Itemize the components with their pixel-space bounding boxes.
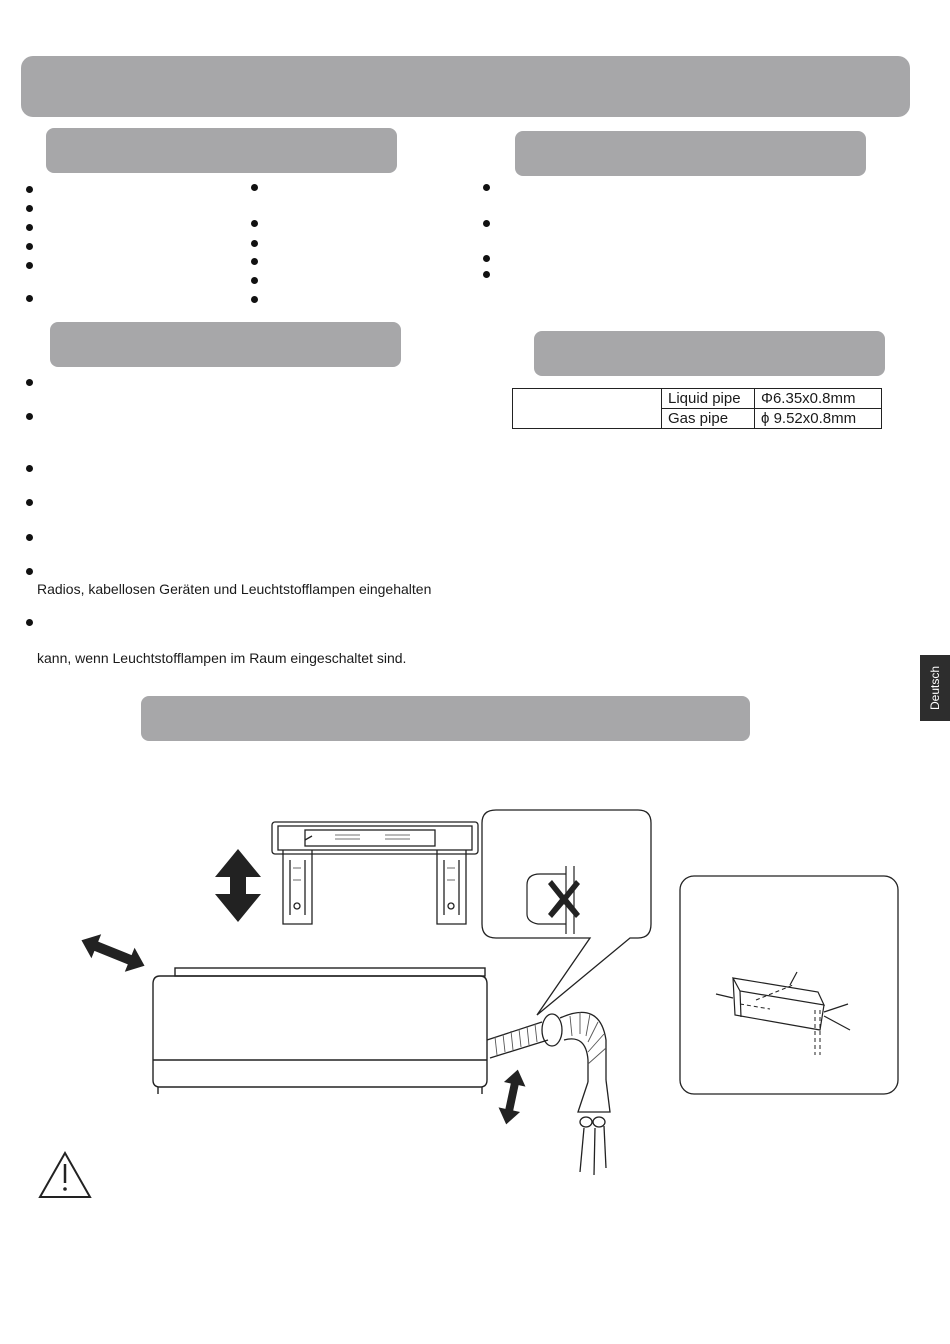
diameter-symbol: ϕ bbox=[761, 410, 770, 427]
double-arrow-vertical-icon bbox=[215, 849, 261, 922]
double-arrow-vertical-icon bbox=[495, 1067, 528, 1126]
detail-hidden-lines bbox=[740, 985, 820, 1055]
pipe-size-value: 9.52x0.8mm bbox=[773, 410, 857, 427]
plate-text-marks bbox=[293, 835, 455, 880]
paragraph-line-b: kann, wenn Leuchtstofflampen im Raum eingeschaltet sind. bbox=[37, 650, 407, 666]
detail-pipe-bundle bbox=[716, 972, 850, 1030]
hose-ribs bbox=[495, 1012, 606, 1064]
diameter-symbol: Φ bbox=[761, 390, 773, 407]
paragraph-line-a: Radios, kabellosen Geräten und Leuchtstofflampen eingehalten bbox=[37, 581, 432, 597]
double-arrow-diagonal-icon bbox=[77, 928, 150, 978]
detail-box bbox=[680, 876, 898, 1094]
mounting-plate bbox=[272, 822, 478, 924]
pipe-size-value: 6.35x0.8mm bbox=[772, 390, 856, 407]
warning-triangle-icon bbox=[40, 1153, 90, 1197]
pipe-type-cell: Liquid pipe bbox=[662, 389, 755, 409]
language-tab-label: Deutsch bbox=[928, 665, 942, 711]
pipe-type-cell: Gas pipe bbox=[662, 409, 755, 429]
indoor-unit bbox=[153, 968, 487, 1094]
pipe-hose bbox=[487, 1012, 610, 1175]
